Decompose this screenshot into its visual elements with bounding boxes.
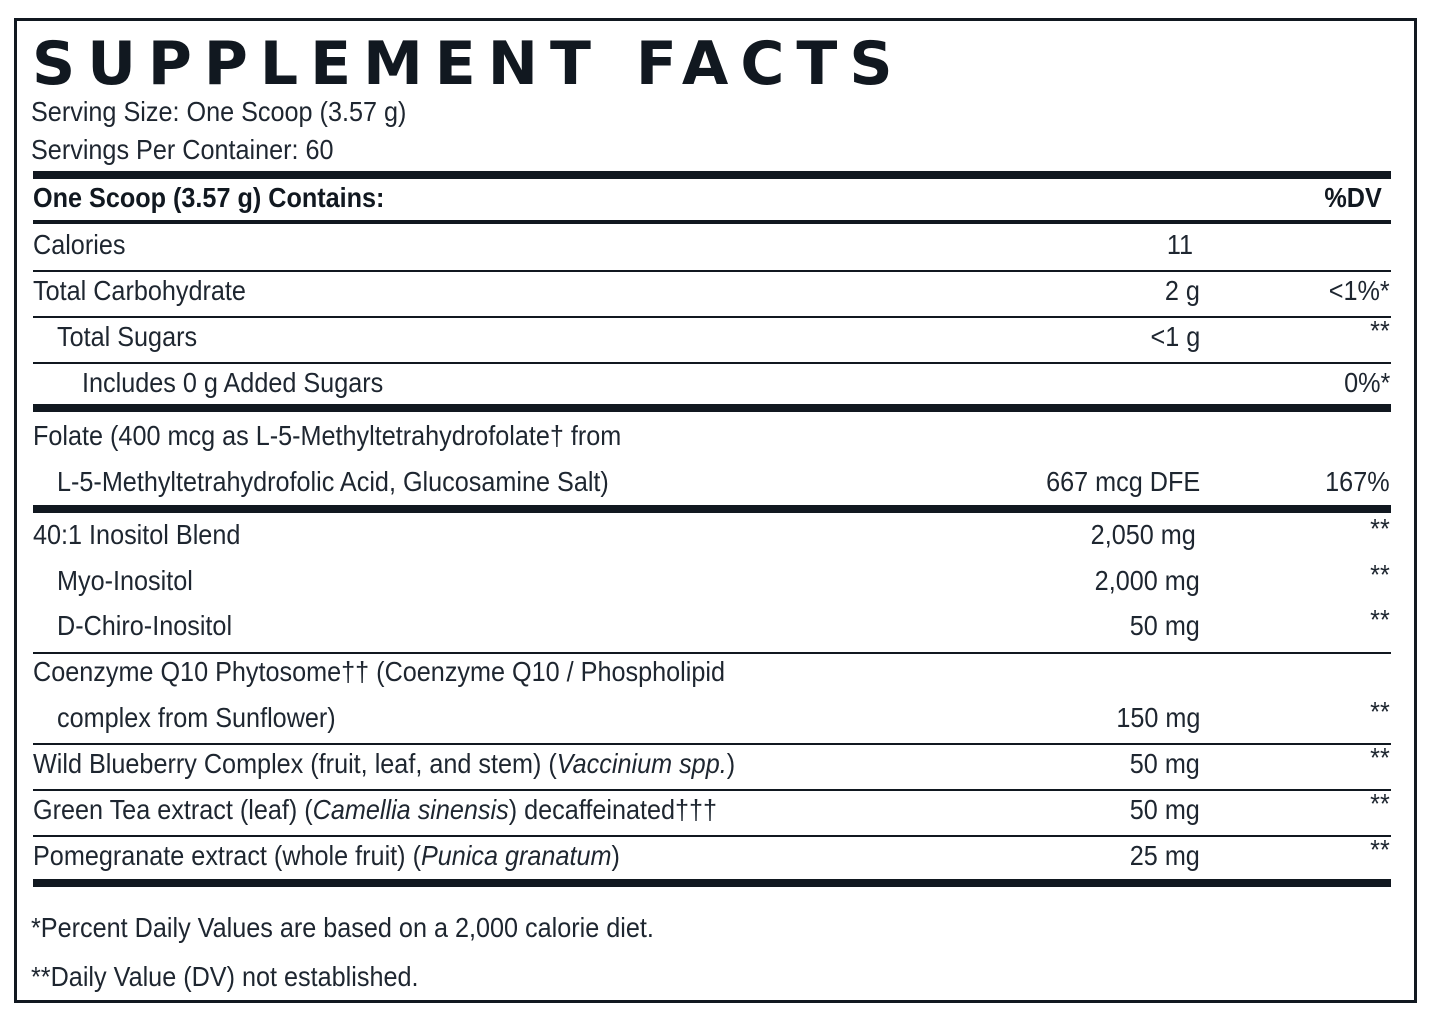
row-blueberry-amount: 50 mg [1129, 748, 1200, 779]
row-d-chiro-inositol-name: D-Chiro-Inositol [57, 610, 233, 641]
rule-thick-section [33, 404, 1391, 412]
row-sugars-dv: ** [1370, 315, 1390, 346]
row-inositol-blend-amount: 2,050 mg [1090, 519, 1196, 550]
row-inositol-blend-name: 40:1 Inositol Blend [33, 519, 241, 550]
row-myo-inositol-name: Myo-Inositol [57, 565, 193, 596]
row-sugars-name: Total Sugars [57, 321, 198, 352]
row-d-chiro-inositol-amount: 50 mg [1129, 610, 1200, 641]
rule-thick-top [33, 171, 1391, 179]
row-added-sugars-dv: 0%* [1343, 367, 1390, 398]
rule-header [33, 220, 1391, 224]
row-carbohydrate-dv: <1%* [1329, 275, 1390, 306]
row-inositol-blend-dv: ** [1370, 513, 1390, 544]
row-pomegranate-name: Pomegranate extract (whole fruit) (Punica granatum) [33, 840, 620, 871]
row-folate-name-cont: L-5-Methyltetrahydrofolic Acid, Glucosamine Salt) [57, 466, 609, 497]
servings-per-container: Servings Per Container: 60 [31, 134, 334, 165]
row-coq10-name-cont: complex from Sunflower) [57, 702, 336, 733]
row-green-tea-dv: ** [1370, 788, 1390, 819]
row-coq10-amount: 150 mg [1115, 702, 1200, 733]
row-folate-amount: 667 mcg DFE [1045, 466, 1200, 497]
row-divider [33, 743, 1391, 745]
label-title: SUPPLEMENT FACTS [32, 29, 905, 99]
row-folate-name: Folate (400 mcg as L-5-Methyltetrahydrofolate† from [33, 420, 622, 451]
footnote-dv-not-established: **Daily Value (DV) not established. [31, 961, 419, 992]
rule-thick-section [33, 505, 1391, 513]
row-divider [33, 316, 1391, 318]
row-divider [33, 789, 1391, 791]
row-carbohydrate-amount: 2 g [1164, 275, 1200, 306]
row-blueberry-name: Wild Blueberry Complex (fruit, leaf, and stem) (Vaccinium spp.) [33, 748, 736, 779]
row-pomegranate-amount: 25 mg [1129, 840, 1200, 871]
row-divider [33, 362, 1391, 364]
row-myo-inositol-amount: 2,000 mg [1094, 565, 1200, 596]
row-calories-amount: 11 [1166, 229, 1193, 260]
dv-header: %DV [1324, 182, 1382, 213]
row-green-tea-name: Green Tea extract (leaf) (Camellia sinensis) decaffeinated††† [33, 794, 718, 825]
rule-thick-bottom [33, 879, 1391, 887]
row-added-sugars-name: Includes 0 g Added Sugars [82, 367, 384, 398]
footnote-dv-basis: *Percent Daily Values are based on a 2,000 calorie diet. [31, 912, 654, 943]
row-divider [33, 270, 1391, 272]
row-coq10-name: Coenzyme Q10 Phytosome†† (Coenzyme Q10 / Phospholipid [33, 656, 725, 687]
row-pomegranate-dv: ** [1370, 834, 1390, 865]
row-folate-dv: 167% [1325, 466, 1390, 497]
row-sugars-amount: <1 g [1150, 321, 1200, 352]
row-myo-inositol-dv: ** [1370, 559, 1390, 590]
row-calories-name: Calories [33, 229, 126, 260]
row-d-chiro-inositol-dv: ** [1370, 604, 1390, 635]
serving-size: Serving Size: One Scoop (3.57 g) [31, 96, 407, 127]
contains-header: One Scoop (3.57 g) Contains: [33, 182, 385, 213]
row-green-tea-amount: 50 mg [1129, 794, 1200, 825]
row-carbohydrate-name: Total Carbohydrate [33, 275, 246, 306]
row-blueberry-dv: ** [1370, 742, 1390, 773]
row-coq10-dv: ** [1370, 696, 1390, 727]
row-divider [33, 835, 1391, 837]
